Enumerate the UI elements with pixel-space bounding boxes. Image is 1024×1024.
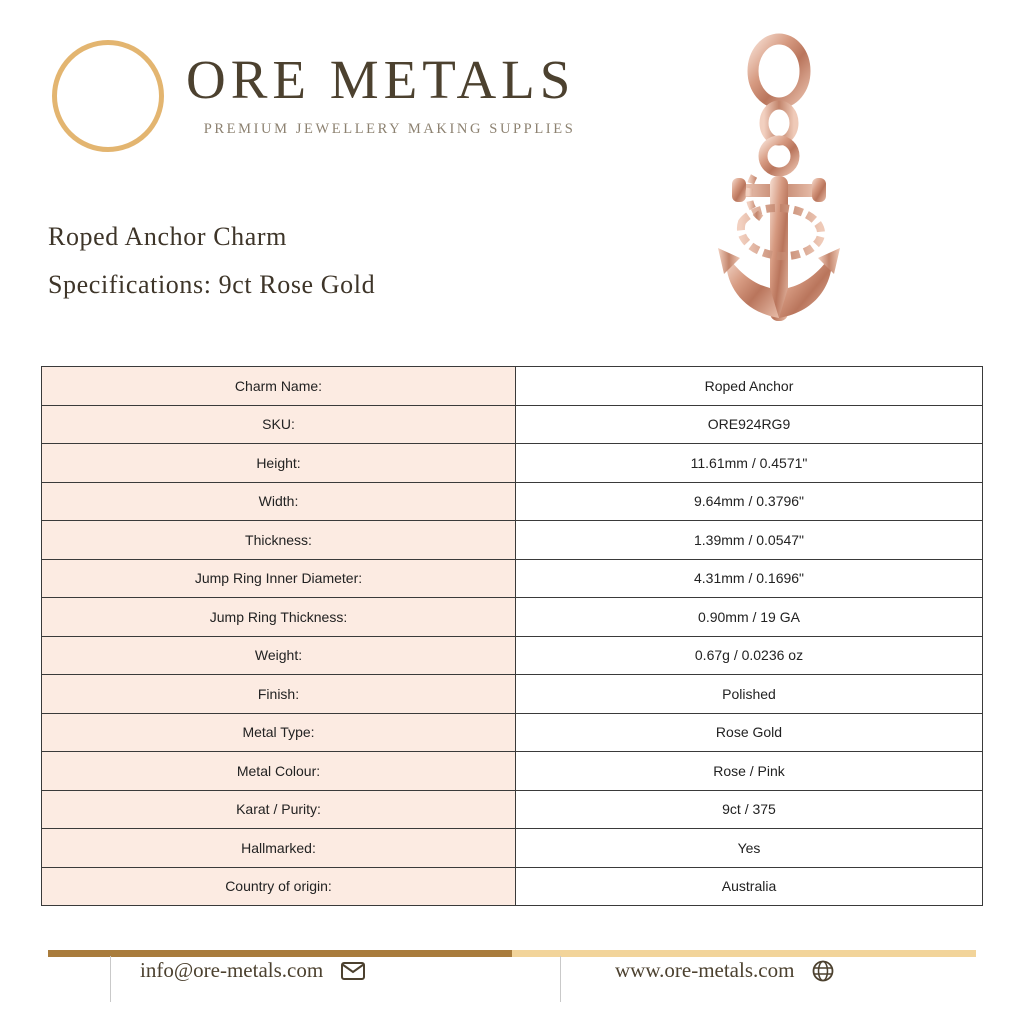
spec-subtitle: Specifications: 9ct Rose Gold — [48, 270, 376, 299]
contact-website[interactable] — [615, 958, 834, 983]
footer-bar-right — [512, 950, 976, 957]
spec-label: SKU: — [42, 405, 516, 444]
page-header — [0, 0, 1024, 200]
table-row — [42, 636, 983, 675]
spec-value: 9.64mm / 0.3796" — [516, 482, 983, 521]
spec-value: Rose Gold — [516, 713, 983, 752]
table-row — [42, 444, 983, 483]
table-row — [42, 482, 983, 521]
spec-label: Jump Ring Inner Diameter: — [42, 559, 516, 598]
spec-value: 4.31mm / 0.1696" — [516, 559, 983, 598]
spec-value: 1.39mm / 0.0547" — [516, 521, 983, 560]
spec-label: Hallmarked: — [42, 829, 516, 868]
spec-value: Rose / Pink — [516, 752, 983, 791]
spec-label: Width: — [42, 482, 516, 521]
spec-label: Thickness: — [42, 521, 516, 560]
spec-table-body — [42, 367, 983, 906]
spec-value: Polished — [516, 675, 983, 714]
titles-block — [48, 222, 375, 318]
brand-tagline: PREMIUM JEWELLERY MAKING SUPPLIES — [203, 121, 576, 137]
spec-value: Australia — [516, 867, 983, 906]
table-row — [42, 752, 983, 791]
brand-name: ORE METALS — [186, 49, 576, 110]
table-row — [42, 713, 983, 752]
footer-accent-bar — [48, 950, 976, 957]
spec-value: ORE924RG9 — [516, 405, 983, 444]
table-row — [42, 405, 983, 444]
specifications-table — [41, 366, 983, 906]
brand-logo — [52, 36, 575, 152]
spec-value: Roped Anchor — [516, 367, 983, 406]
spec-value: 9ct / 375 — [516, 790, 983, 829]
footer-bar-left — [48, 950, 512, 957]
envelope-icon — [341, 962, 365, 980]
spec-label: Height: — [42, 444, 516, 483]
table-row — [42, 867, 983, 906]
table-row — [42, 598, 983, 637]
table-row — [42, 790, 983, 829]
contact-email[interactable] — [140, 958, 365, 983]
spec-label: Jump Ring Thickness: — [42, 598, 516, 637]
spec-value: 0.67g / 0.0236 oz — [516, 636, 983, 675]
table-row — [42, 675, 983, 714]
spec-value: 11.61mm / 0.4571" — [516, 444, 983, 483]
website-text: www.ore-metals.com — [615, 958, 795, 982]
email-text: info@ore-metals.com — [140, 958, 324, 982]
page-footer — [0, 958, 1024, 1008]
table-row — [42, 559, 983, 598]
table-row — [42, 829, 983, 868]
globe-icon — [812, 960, 834, 982]
spec-label: Metal Colour: — [42, 752, 516, 791]
table-row — [42, 521, 983, 560]
table-row — [42, 367, 983, 406]
spec-label: Karat / Purity: — [42, 790, 516, 829]
brand-text — [186, 36, 575, 138]
spec-label: Charm Name: — [42, 367, 516, 406]
spec-value: 0.90mm / 19 GA — [516, 598, 983, 637]
spec-label: Metal Type: — [42, 713, 516, 752]
spec-value: Yes — [516, 829, 983, 868]
product-image — [684, 26, 874, 336]
page-title: Roped Anchor Charm — [48, 222, 287, 251]
spec-label: Country of origin: — [42, 867, 516, 906]
spec-label: Weight: — [42, 636, 516, 675]
spec-label: Finish: — [42, 675, 516, 714]
logo-ring-icon — [52, 40, 164, 152]
